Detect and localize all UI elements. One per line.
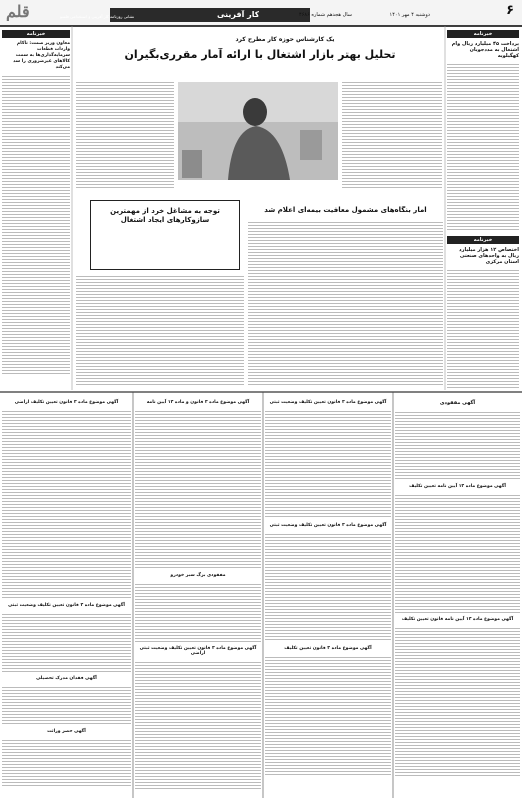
right-column-body xyxy=(447,62,519,232)
ad-title: آگهی موضوع ماده ۱۳ آیین نامه تعیین تکلیف xyxy=(409,484,506,489)
wide-headline: آمار بنگاه‌های مشمول معافیت بیمه‌ای اعلام شد xyxy=(264,206,427,214)
ad-title: آگهی موضوع ماده ۱۳ آیین نامه قانون تعیین تکلیف xyxy=(401,617,514,622)
classified-col-2 xyxy=(135,396,261,794)
right-column-bottom-label: خبرنامه xyxy=(447,236,519,244)
ad-title: آگهی حصر وراثت xyxy=(47,729,86,734)
left-column-headline: معاون وزیر صمت: ناکام واردات قطعات سرمایه‌گذاری‌ها به سمت کالاهای غیرضروری را سد می‌کند xyxy=(13,41,70,70)
left-column-label: خبرنامه xyxy=(2,30,70,38)
right-column xyxy=(447,30,519,390)
ad-title: مفقودی برگ سبز خودرو xyxy=(170,573,226,578)
left-column xyxy=(2,30,70,390)
issue-line: سال هجدهم شماره ۴۶۸۶ xyxy=(299,12,352,18)
right-column-bottom-body xyxy=(447,268,519,388)
tagline: نشانی روزنامه کار آفرینی و استخدامی فلسو xyxy=(60,14,135,19)
classified-col-1 xyxy=(2,396,131,794)
classified-col-4 xyxy=(395,396,520,794)
wide-body xyxy=(248,220,443,386)
ad-title: آگهی موضوع ماده ۳ قانون تعیین تکلیف وضعیت ثبتی xyxy=(269,523,387,528)
ad-title: آگهی مفقودی xyxy=(439,400,476,406)
focus-headline: توجه به مشاغل خرد از مهمترین سازوکارهای ایجاد اشتغال xyxy=(110,207,220,224)
ad-title: آگهی موضوع ماده ۳ قانون و ماده ۱۳ آیین نامه xyxy=(146,400,250,405)
section-title: کار آفرینی xyxy=(217,10,260,19)
right-column-bottom-headline: اختصاص ۱۲ هزار میلیارد ریال به واحدهای صنعتی استان مرکزی xyxy=(459,247,519,265)
main-body-left xyxy=(76,80,174,188)
focus-story xyxy=(90,200,240,270)
classified-col-3 xyxy=(265,396,391,794)
ad-title: آگهی موضوع ماده ۳ قانون تعیین تکلیف اراضی xyxy=(14,400,119,405)
ad-title: آگهی فقدان مدرک تحصیلی xyxy=(36,676,97,681)
date-line: دوشنبه ۴ مهر ۱۴۰۱ xyxy=(389,12,430,18)
ad-title: آگهی موضوع ماده ۳ قانون تعیین تکلیف xyxy=(284,646,372,651)
ad-title: آگهی موضوع ماده ۳ قانون تعیین تکلیف وضعیت ثبتی اراضی xyxy=(139,646,257,656)
main-kicker: یک کارشناس حوزه کار مطرح کرد xyxy=(235,36,335,43)
ad-title: آگهی موضوع ماده ۳ قانون تعیین تکلیف وضعیت ثبتی xyxy=(269,400,387,405)
right-column-label: خبرنامه xyxy=(447,30,519,38)
focus-body xyxy=(76,274,244,386)
main-body-right xyxy=(342,80,442,188)
main-headline: تحلیل بهتر بازار اشتغال با ارائه آمار مقرری‌بگیران xyxy=(124,48,396,61)
right-column-headline: پرداخت ۴۵ میلیارد ریال وام اشتغال به مددجویان کهگیلویه xyxy=(451,41,519,59)
logo: قلم xyxy=(6,2,30,21)
page-number: ۶ xyxy=(506,3,514,18)
main-photo xyxy=(178,82,338,180)
left-column-body xyxy=(2,74,70,374)
ad-title: آگهی موضوع ماده ۳ قانون تعیین تکلیف وضعیت ثبتی xyxy=(8,603,125,608)
